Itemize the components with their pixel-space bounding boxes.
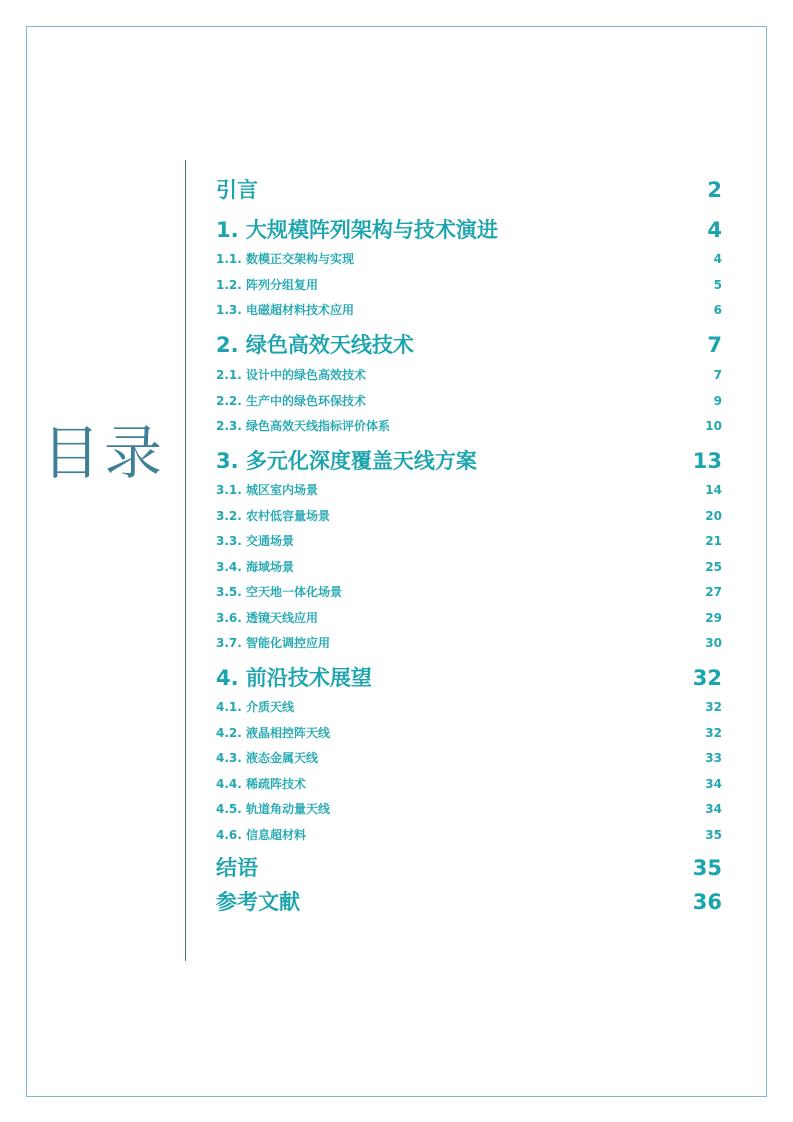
toc-subsection[interactable] bbox=[216, 724, 722, 741]
toc-label: 2.2. 生产中的绿色环保技术 bbox=[216, 394, 366, 408]
toc-label: 参考文献 bbox=[216, 890, 300, 914]
toc-label: 4.3. 液态金属天线 bbox=[216, 751, 318, 765]
toc-label: 1.1. 数模正交架构与实现 bbox=[216, 252, 354, 266]
toc-subsection[interactable] bbox=[216, 250, 722, 267]
toc-page-number: 2 bbox=[707, 178, 722, 202]
toc-label: 2.1. 设计中的绿色高效技术 bbox=[216, 368, 366, 382]
toc-subsection[interactable] bbox=[216, 507, 722, 524]
toc-label: 3.7. 智能化调控应用 bbox=[216, 636, 330, 650]
toc-page-number: 32 bbox=[705, 700, 722, 714]
toc-label: 1. 大规模阵列架构与技术演进 bbox=[216, 218, 498, 242]
divider bbox=[185, 160, 186, 961]
toc-page-number: 7 bbox=[707, 333, 722, 357]
toc-page-number: 33 bbox=[705, 751, 722, 765]
toc-subsection[interactable] bbox=[216, 417, 722, 434]
toc-section[interactable] bbox=[216, 662, 722, 692]
toc-page-number: 36 bbox=[692, 890, 722, 914]
toc-subsection[interactable] bbox=[216, 634, 722, 651]
toc-page-number: 34 bbox=[705, 802, 722, 816]
toc-subsection[interactable] bbox=[216, 532, 722, 549]
toc-page-number: 20 bbox=[705, 509, 722, 523]
toc-page-number: 27 bbox=[705, 585, 722, 599]
toc-label: 3.5. 空天地一体化场景 bbox=[216, 585, 342, 599]
toc-section[interactable] bbox=[216, 852, 722, 882]
toc-label: 结语 bbox=[216, 856, 258, 880]
toc-label: 3. 多元化深度覆盖天线方案 bbox=[216, 449, 477, 473]
toc-label: 4.4. 稀疏阵技术 bbox=[216, 777, 306, 791]
toc-subsection[interactable] bbox=[216, 609, 722, 626]
toc-page-number: 5 bbox=[713, 278, 722, 292]
toc-label: 2.3. 绿色高效天线指标评价体系 bbox=[216, 419, 390, 433]
toc-subsection[interactable] bbox=[216, 301, 722, 318]
toc-page-number: 4 bbox=[713, 252, 722, 266]
toc-label: 3.6. 透镜天线应用 bbox=[216, 611, 318, 625]
toc-section[interactable] bbox=[216, 445, 722, 475]
toc-page-number: 29 bbox=[705, 611, 722, 625]
toc-subsection[interactable] bbox=[216, 775, 722, 792]
toc-label: 3.4. 海域场景 bbox=[216, 560, 294, 574]
toc-label: 2. 绿色高效天线技术 bbox=[216, 333, 414, 357]
toc-page-number: 34 bbox=[705, 777, 722, 791]
toc-subsection[interactable] bbox=[216, 583, 722, 600]
toc-subsection[interactable] bbox=[216, 826, 722, 843]
toc-page-number: 13 bbox=[692, 449, 722, 473]
toc-subsection[interactable] bbox=[216, 366, 722, 383]
toc-subsection[interactable] bbox=[216, 698, 722, 715]
toc-label: 引言 bbox=[216, 178, 258, 202]
toc-page-number: 21 bbox=[705, 534, 722, 548]
toc-label: 4.1. 介质天线 bbox=[216, 700, 294, 714]
toc-label: 4.6. 信息超材料 bbox=[216, 828, 306, 842]
toc-subsection[interactable] bbox=[216, 800, 722, 817]
page-title: 目录 bbox=[42, 419, 167, 487]
toc-subsection[interactable] bbox=[216, 392, 722, 409]
toc-section[interactable] bbox=[216, 174, 722, 204]
toc-label: 4.5. 轨道角动量天线 bbox=[216, 802, 330, 816]
toc-page-number: 7 bbox=[713, 368, 722, 382]
toc-page-number: 14 bbox=[705, 483, 722, 497]
toc-label: 3.3. 交通场景 bbox=[216, 534, 294, 548]
toc-label: 3.1. 城区室内场景 bbox=[216, 483, 318, 497]
toc-label: 4. 前沿技术展望 bbox=[216, 666, 372, 690]
toc-subsection[interactable] bbox=[216, 481, 722, 498]
toc-page-number: 6 bbox=[713, 303, 722, 317]
toc-subsection[interactable] bbox=[216, 558, 722, 575]
toc-page-number: 4 bbox=[707, 218, 722, 242]
toc-label: 4.2. 液晶相控阵天线 bbox=[216, 726, 330, 740]
toc-page-number: 9 bbox=[713, 394, 722, 408]
toc-section[interactable] bbox=[216, 329, 722, 359]
toc-page-number: 25 bbox=[705, 560, 722, 574]
toc-page-number: 35 bbox=[705, 828, 722, 842]
toc-subsection[interactable] bbox=[216, 749, 722, 766]
toc-section[interactable] bbox=[216, 886, 722, 916]
toc-page-number: 30 bbox=[705, 636, 722, 650]
toc-section[interactable] bbox=[216, 214, 722, 244]
toc-subsection[interactable] bbox=[216, 276, 722, 293]
toc-page-number: 35 bbox=[692, 856, 722, 880]
toc-page-number: 32 bbox=[692, 666, 722, 690]
toc-label: 3.2. 农村低容量场景 bbox=[216, 509, 330, 523]
toc-label: 1.2. 阵列分组复用 bbox=[216, 278, 318, 292]
toc-label: 1.3. 电磁超材料技术应用 bbox=[216, 303, 354, 317]
toc-page-number: 10 bbox=[705, 419, 722, 433]
toc-page-number: 32 bbox=[705, 726, 722, 740]
